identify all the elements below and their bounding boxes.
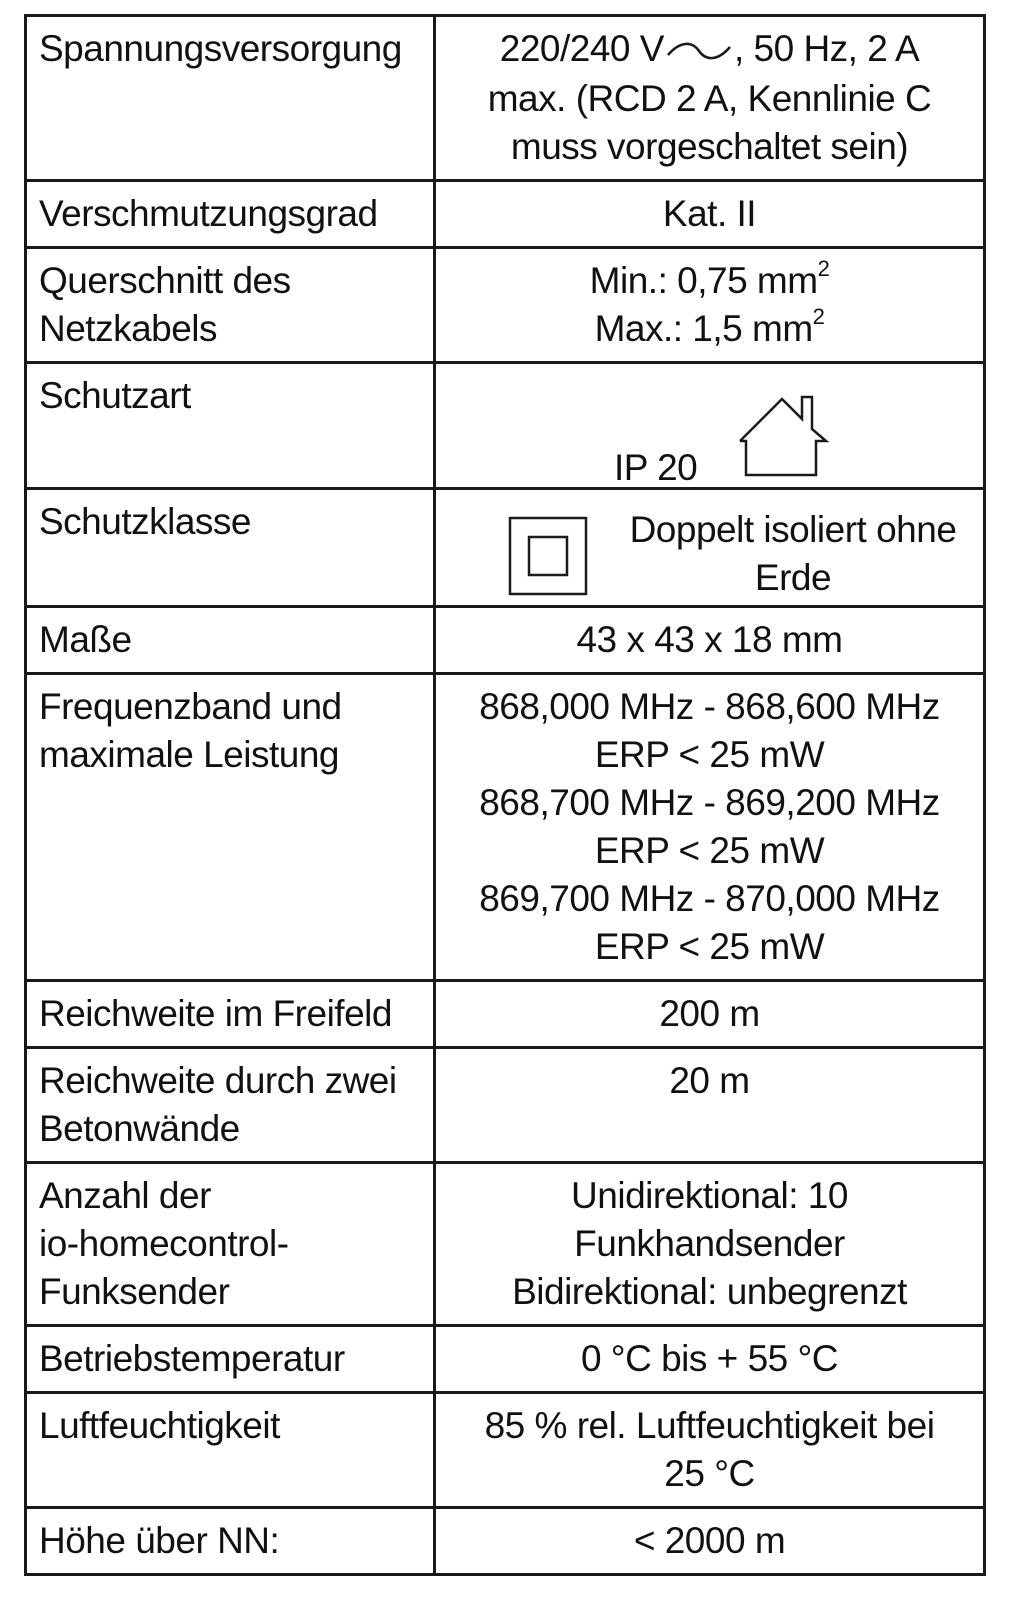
- table-row: [26, 1508, 985, 1575]
- spec-value: [435, 674, 985, 981]
- table-row: [26, 981, 985, 1048]
- spec-value: [435, 489, 985, 607]
- label-line: Querschnitt des: [39, 260, 291, 302]
- value-line: 0 °C bis + 55 °C: [580, 1338, 839, 1380]
- house-icon: [730, 389, 834, 493]
- label-line: Netzkabels: [39, 308, 218, 350]
- table-row: [26, 1393, 985, 1508]
- label-line: Reichweite im Freifeld: [39, 993, 392, 1035]
- value-line: 200 m: [659, 993, 760, 1035]
- value-line: < 2000 m: [633, 1520, 786, 1562]
- label-line: Reichweite durch zwei: [39, 1060, 397, 1102]
- spec-label: [26, 981, 435, 1048]
- spec-value: [435, 1163, 985, 1326]
- value-line: [448, 305, 971, 353]
- value-line: 43 x 43 x 18 mm: [576, 619, 843, 661]
- value-line: 869,700 MHz - 870,000 MHz: [479, 878, 940, 920]
- value-line: [448, 25, 971, 75]
- value-line: [448, 257, 971, 305]
- value-line: ERP < 25 mW: [594, 734, 825, 776]
- spec-label: [26, 674, 435, 981]
- table-row: [26, 363, 985, 489]
- table-row: [26, 489, 985, 607]
- label-line: io-homecontrol-: [39, 1223, 289, 1265]
- table-row: [26, 1048, 985, 1163]
- value-line: max. (RCD 2 A, Kennlinie C: [487, 78, 932, 120]
- frequency-text: , 50 Hz, 2 A: [733, 28, 920, 69]
- spec-value: [435, 607, 985, 674]
- schutzklasse-text: [588, 506, 998, 602]
- spec-label: [26, 248, 435, 363]
- spec-label: [26, 181, 435, 248]
- label-line: Betriebstemperatur: [39, 1338, 345, 1380]
- value-line: 85 % rel. Luftfeuchtigkeit bei: [484, 1405, 935, 1447]
- value-line: Unidirektional: 10: [571, 1175, 848, 1217]
- spec-label: [26, 1326, 435, 1393]
- value-line: Funkhandsender: [574, 1223, 845, 1265]
- spec-value: [435, 1326, 985, 1393]
- spec-value: [435, 1508, 985, 1575]
- value-line: 25 °C: [664, 1453, 755, 1495]
- value-line: 868,700 MHz - 869,200 MHz: [479, 782, 940, 824]
- label-line: Verschmutzungsgrad: [39, 193, 378, 235]
- spec-label: [26, 1163, 435, 1326]
- spec-value: [435, 248, 985, 363]
- label-line: Schutzklasse: [39, 501, 251, 543]
- label-line: Luftfeuchtigkeit: [39, 1405, 280, 1447]
- spec-value: [435, 1048, 985, 1163]
- double-insulation-icon: [508, 516, 588, 608]
- schutzklasse-content: [448, 498, 971, 597]
- min-cross-section: Min.: 0,75 mm: [589, 260, 818, 302]
- value-line: Doppelt isoliert ohne: [629, 509, 957, 551]
- spec-label: [26, 1508, 435, 1575]
- label-line: maximale Leistung: [39, 734, 339, 776]
- tilde-ac-icon: [664, 27, 734, 75]
- superscript: 2: [817, 255, 830, 281]
- value-line: 868,000 MHz - 868,600 MHz: [479, 686, 940, 728]
- spec-label: [26, 607, 435, 674]
- superscript: 2: [812, 303, 825, 329]
- value-line: ERP < 25 mW: [594, 830, 825, 872]
- schutzart-content: [448, 372, 971, 489]
- spec-label: [26, 1393, 435, 1508]
- label-line: Maße: [39, 619, 132, 661]
- voltage-text: 220/240 V: [499, 28, 664, 69]
- spec-value: [435, 16, 985, 181]
- table-row: [26, 674, 985, 981]
- spec-label: [26, 16, 435, 181]
- label-line: Höhe über NN:: [39, 1520, 280, 1562]
- specifications-table: [24, 14, 986, 1576]
- value-line: muss vorgeschaltet sein): [510, 126, 909, 168]
- table-row: [26, 16, 985, 181]
- spec-value: [435, 181, 985, 248]
- spec-value: [435, 981, 985, 1048]
- spec-label: [26, 1048, 435, 1163]
- spec-value: [435, 1393, 985, 1508]
- ip-rating: IP 20: [614, 447, 698, 489]
- label-line: Frequenzband und: [39, 686, 342, 728]
- value-line: Erde: [754, 557, 832, 599]
- label-line: Betonwände: [39, 1108, 240, 1150]
- spec-value: [435, 363, 985, 489]
- table-row: [26, 607, 985, 674]
- max-cross-section: Max.: 1,5 mm: [594, 308, 813, 350]
- value-line: 20 m: [669, 1060, 750, 1102]
- spec-label: [26, 363, 435, 489]
- value-line: Bidirektional: unbegrenzt: [512, 1271, 907, 1313]
- label-line: Schutzart: [39, 375, 191, 417]
- label-line: Anzahl der: [39, 1175, 211, 1217]
- label-line: Spannungsversorgung: [39, 28, 402, 69]
- table-row: [26, 248, 985, 363]
- table-row: [26, 1163, 985, 1326]
- label-line: Funksender: [39, 1271, 230, 1313]
- spec-label: [26, 489, 435, 607]
- table-row: [26, 1326, 985, 1393]
- value-line: ERP < 25 mW: [594, 926, 825, 968]
- value-line: Kat. II: [662, 193, 757, 235]
- table-row: [26, 181, 985, 248]
